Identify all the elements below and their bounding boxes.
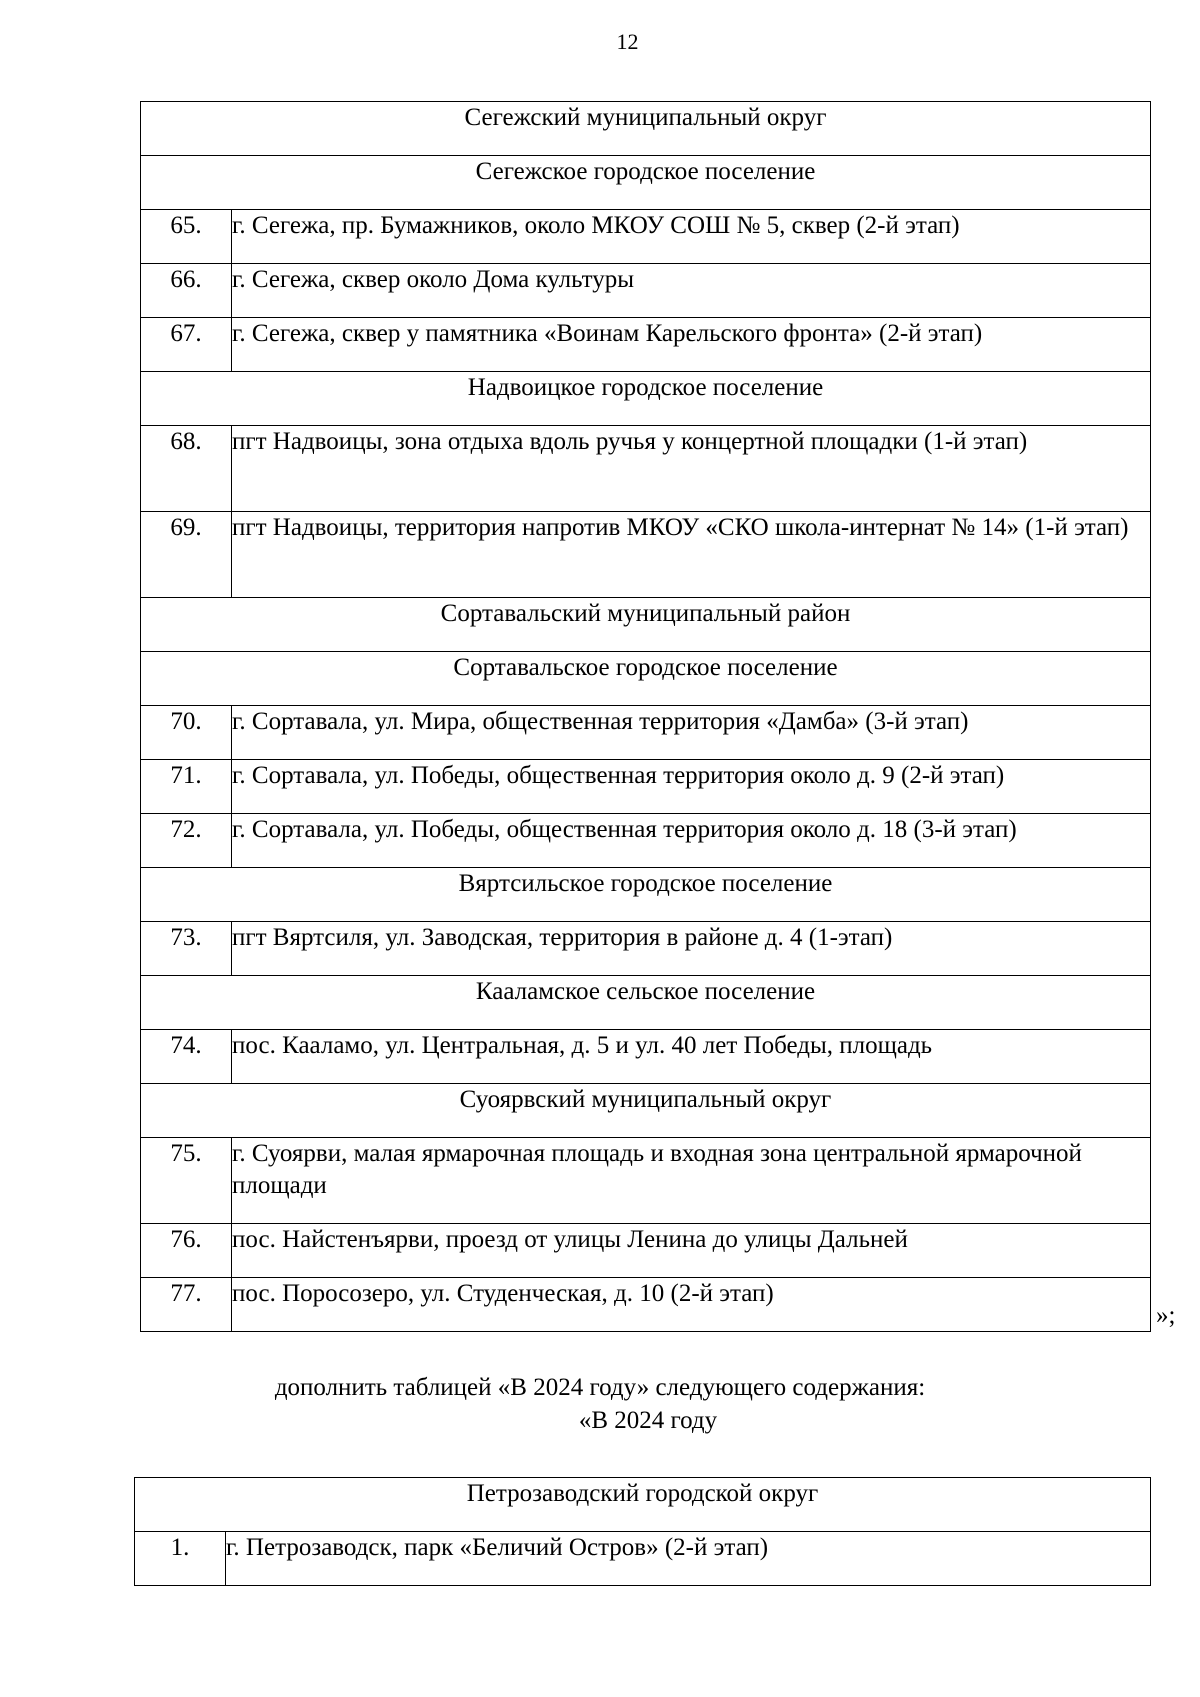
table-row — [141, 1030, 1151, 1084]
row-number: 75. — [141, 1138, 232, 1224]
closing-quote-mark: »; — [1156, 1302, 1176, 1329]
table-section-row — [135, 1478, 1151, 1532]
row-number: 68. — [141, 426, 232, 512]
table-row — [141, 1138, 1151, 1224]
page-number: 12 — [616, 29, 639, 54]
table-row — [135, 1532, 1151, 1586]
row-number: 1. — [135, 1532, 226, 1586]
section-header: Суоярвский муниципальный округ — [141, 1084, 1151, 1138]
row-number: 73. — [141, 922, 232, 976]
row-text: г. Сегежа, сквер около Дома культуры — [232, 264, 1151, 318]
table-row — [141, 318, 1151, 372]
row-number: 67. — [141, 318, 232, 372]
amendment-instruction: дополнить таблицей «В 2024 году» следующего содержания: — [274, 1374, 926, 1401]
row-text: г. Сортавала, ул. Победы, общественная территория около д. 9 (2-й этап) — [232, 760, 1151, 814]
row-text: г. Петрозаводск, парк «Беличий Остров» (2-й этап) — [226, 1532, 1151, 1586]
section-header: Сегежский муниципальный округ — [141, 102, 1151, 156]
row-text: пос. Найстенъярви, проезд от улицы Ленина до улицы Дальней — [232, 1224, 1151, 1278]
row-text: пгт Надвоицы, территория напротив МКОУ «СКО школа-интернат № 14» (1-й этап) — [232, 512, 1151, 598]
section-header: Вяртсильское городское поселение — [141, 868, 1151, 922]
table-section-row — [141, 868, 1151, 922]
row-number: 70. — [141, 706, 232, 760]
section-header: Кааламское сельское поселение — [141, 976, 1151, 1030]
row-text: пос. Кааламо, ул. Центральная, д. 5 и ул. 40 лет Победы, площадь — [232, 1030, 1151, 1084]
row-text: г. Сегежа, сквер у памятника «Воинам Карельского фронта» (2-й этап) — [232, 318, 1151, 372]
row-number: 77. — [141, 1278, 232, 1332]
table-row — [141, 1278, 1151, 1332]
section-header: Сортавальский муниципальный район — [141, 598, 1151, 652]
table-row — [141, 706, 1151, 760]
table-2023 — [140, 101, 1151, 1332]
table-section-row — [141, 976, 1151, 1030]
section-header: Надвоицкое городское поселение — [141, 372, 1151, 426]
row-number: 76. — [141, 1224, 232, 1278]
table-row — [141, 814, 1151, 868]
row-text: г. Суоярви, малая ярмарочная площадь и входная зона центральной ярмарочной площади — [232, 1138, 1151, 1224]
row-text: г. Сортавала, ул. Победы, общественная территория около д. 18 (3-й этап) — [232, 814, 1151, 868]
row-text: г. Сегежа, пр. Бумажников, около МКОУ СОШ № 5, сквер (2-й этап) — [232, 210, 1151, 264]
row-number: 74. — [141, 1030, 232, 1084]
table-2024 — [134, 1477, 1151, 1586]
row-number: 72. — [141, 814, 232, 868]
row-number: 65. — [141, 210, 232, 264]
table-row — [141, 760, 1151, 814]
table-section-row — [141, 102, 1151, 156]
section-header: Сортавальское городское поселение — [141, 652, 1151, 706]
table-row — [141, 210, 1151, 264]
table-row — [141, 922, 1151, 976]
row-number: 69. — [141, 512, 232, 598]
table-2024-title: «В 2024 году — [578, 1407, 718, 1434]
section-header: Сегежское городское поселение — [141, 156, 1151, 210]
table-row — [141, 1224, 1151, 1278]
row-text: пгт Надвоицы, зона отдыха вдоль ручья у концертной площадки (1-й этап) — [232, 426, 1151, 512]
table-section-row — [141, 156, 1151, 210]
table-row — [141, 512, 1151, 598]
table-section-row — [141, 1084, 1151, 1138]
table-section-row — [141, 652, 1151, 706]
row-number: 66. — [141, 264, 232, 318]
table-row — [141, 426, 1151, 512]
table-section-row — [141, 372, 1151, 426]
table-row — [141, 264, 1151, 318]
section-header: Петрозаводский городской округ — [135, 1478, 1151, 1532]
row-text: пос. Поросозеро, ул. Студенческая, д. 10 (2-й этап) — [232, 1278, 1151, 1332]
table-section-row — [141, 598, 1151, 652]
row-text: г. Сортавала, ул. Мира, общественная территория «Дамба» (3-й этап) — [232, 706, 1151, 760]
row-number: 71. — [141, 760, 232, 814]
row-text: пгт Вяртсиля, ул. Заводская, территория в районе д. 4 (1-этап) — [232, 922, 1151, 976]
